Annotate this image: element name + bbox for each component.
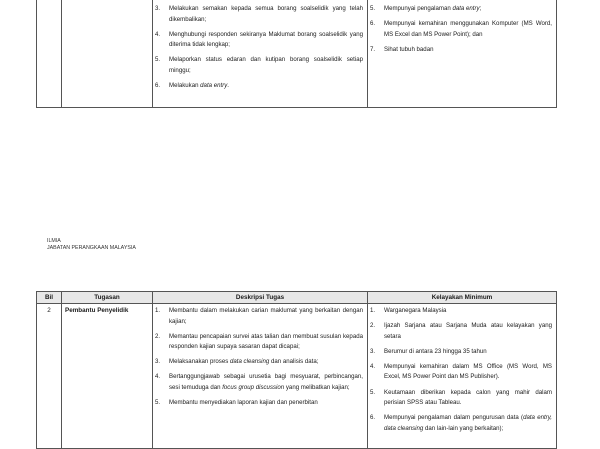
item-emphasis: focus group discussion: [222, 384, 285, 392]
task-item: [155, 4, 363, 25]
item-number: 4.: [155, 373, 161, 381]
item-text: Keutamaan diberikan kepada calon yang mahir dalam perisian SPSS atau Tableau.: [384, 388, 552, 407]
tugasan-cell: [62, 0, 153, 108]
header-org-short: ILMIA: [47, 238, 61, 244]
item-number: 4.: [370, 362, 376, 370]
item-emphasis: data cleansing: [229, 358, 270, 366]
task-description-cell: [153, 304, 368, 449]
item-number: 4.: [155, 30, 161, 38]
item-text: Melakukan data entry.: [169, 82, 229, 90]
item-text: Berumur di antara 23 hingga 35 tahun: [384, 347, 487, 355]
qualification-item: [370, 321, 552, 342]
bil-cell: 2: [37, 304, 62, 449]
item-number: 1.: [155, 307, 161, 314]
qualification-item: [370, 388, 552, 409]
table-row: [37, 0, 557, 108]
qualification-list: [370, 0, 552, 55]
item-text: Melakukan semakan kepada semua borang soalselidik yang telah dikembalikan;: [169, 5, 363, 23]
task-item: [155, 306, 363, 327]
qualification-item: [370, 347, 552, 358]
item-number: 6.: [155, 82, 161, 90]
task-item: [155, 81, 363, 92]
item-text: Mempunyai pengalaman data entry;: [384, 5, 482, 13]
task-item: [155, 332, 363, 353]
qualification-item: [370, 306, 552, 317]
item-text: Mempunyai kemahiran menggunakan Komputer (MS Word, MS Excel dan MS Power Point); dan: [384, 20, 552, 38]
qualification-item: [370, 362, 552, 383]
bil-cell: [37, 0, 62, 108]
column-header-bil: Bil: [37, 292, 62, 304]
task-item: [155, 372, 363, 393]
header-org-name: JABATAN PERANGKAAN MALAYSIA: [47, 244, 136, 251]
previous-page-table: [36, 0, 557, 108]
item-emphasis: data entry: [452, 5, 480, 13]
task-item: [155, 55, 363, 76]
item-text: Membantu dalam melakukan carian maklumat yang berkaitan dengan kajian;: [169, 307, 363, 325]
task-item: [155, 30, 363, 51]
item-text: Warganegara Malaysia: [384, 307, 447, 314]
item-number: 6.: [370, 414, 376, 422]
table-row: [37, 304, 557, 449]
document-header: [47, 238, 136, 251]
item-text: Ijazah Sarjana atau Sarjana Muda atau kelayakan yang setara: [384, 322, 552, 340]
qualification-cell: [368, 304, 557, 449]
task-item: [155, 357, 363, 368]
item-text: Menghubungi responden sekiranya Maklumat borang soalselidik yang diterima tidak lengkap;: [169, 30, 363, 49]
item-number: 3.: [155, 5, 161, 13]
item-number: 5.: [155, 56, 161, 64]
qualification-item: [370, 19, 552, 40]
item-number: 5.: [370, 5, 376, 13]
item-number: 5.: [370, 388, 376, 396]
column-header-deskripsi: Deskripsi Tugas: [153, 292, 368, 304]
item-text: Melaporkan status edaran dan kutipan borang soalselidik setiap minggu;: [169, 56, 363, 75]
qualification-item: [370, 45, 552, 56]
item-number: 7.: [370, 45, 376, 53]
item-number: 3.: [370, 347, 376, 355]
qualification-item: [370, 413, 552, 434]
item-number: 3.: [155, 358, 161, 366]
task-item: [155, 398, 363, 409]
item-text: Bertanggungjawab sebagai urusetia bagi mesyuarat, perbincangan, sesi temuduga dan focus group discussion yang melibatkan kajian;: [169, 373, 363, 392]
job-table: [36, 291, 557, 449]
item-text: Mempunyai pengalaman dalam pengurusan data (data entry, data cleansing dan lain-lain yang berkaitan);: [384, 414, 552, 432]
item-number: 2.: [370, 322, 376, 330]
item-number: 6.: [370, 20, 376, 28]
qualification-cell: [368, 0, 557, 108]
item-number: 5.: [155, 399, 161, 407]
task-list: [155, 306, 363, 409]
item-emphasis: data entry: [200, 82, 228, 90]
task-list: [155, 0, 363, 92]
item-number: 1.: [370, 307, 376, 314]
item-text: Memantau pencapaian survei atas talian dan membuat susulan kepada responden kajian supaya sasaran dapat dicapai;: [169, 332, 363, 351]
item-text: Membantu menyediakan laporan kajian dan penerbitan: [169, 399, 318, 407]
column-header-tugasan: Tugasan: [62, 292, 153, 304]
item-text: Melaksanakan proses data cleansing dan analisis data;: [169, 358, 319, 366]
table-header-row: [37, 292, 557, 304]
item-text: Sihat tubuh badan: [384, 45, 434, 53]
task-description-cell: [153, 0, 368, 108]
item-text: Mempunyai kemahiran dalam MS Office (MS Word, MS Excel, MS Power Point dan MS Publisher).: [384, 362, 552, 381]
qualification-list: [370, 306, 552, 434]
qualification-item: [370, 4, 552, 15]
item-number: 2.: [155, 332, 161, 340]
column-header-kelayakan: Kelayakan Minimum: [368, 292, 557, 304]
item-emphasis: data entry, data cleansing: [384, 414, 552, 432]
tugasan-cell: Pembantu Penyelidik: [62, 304, 153, 449]
